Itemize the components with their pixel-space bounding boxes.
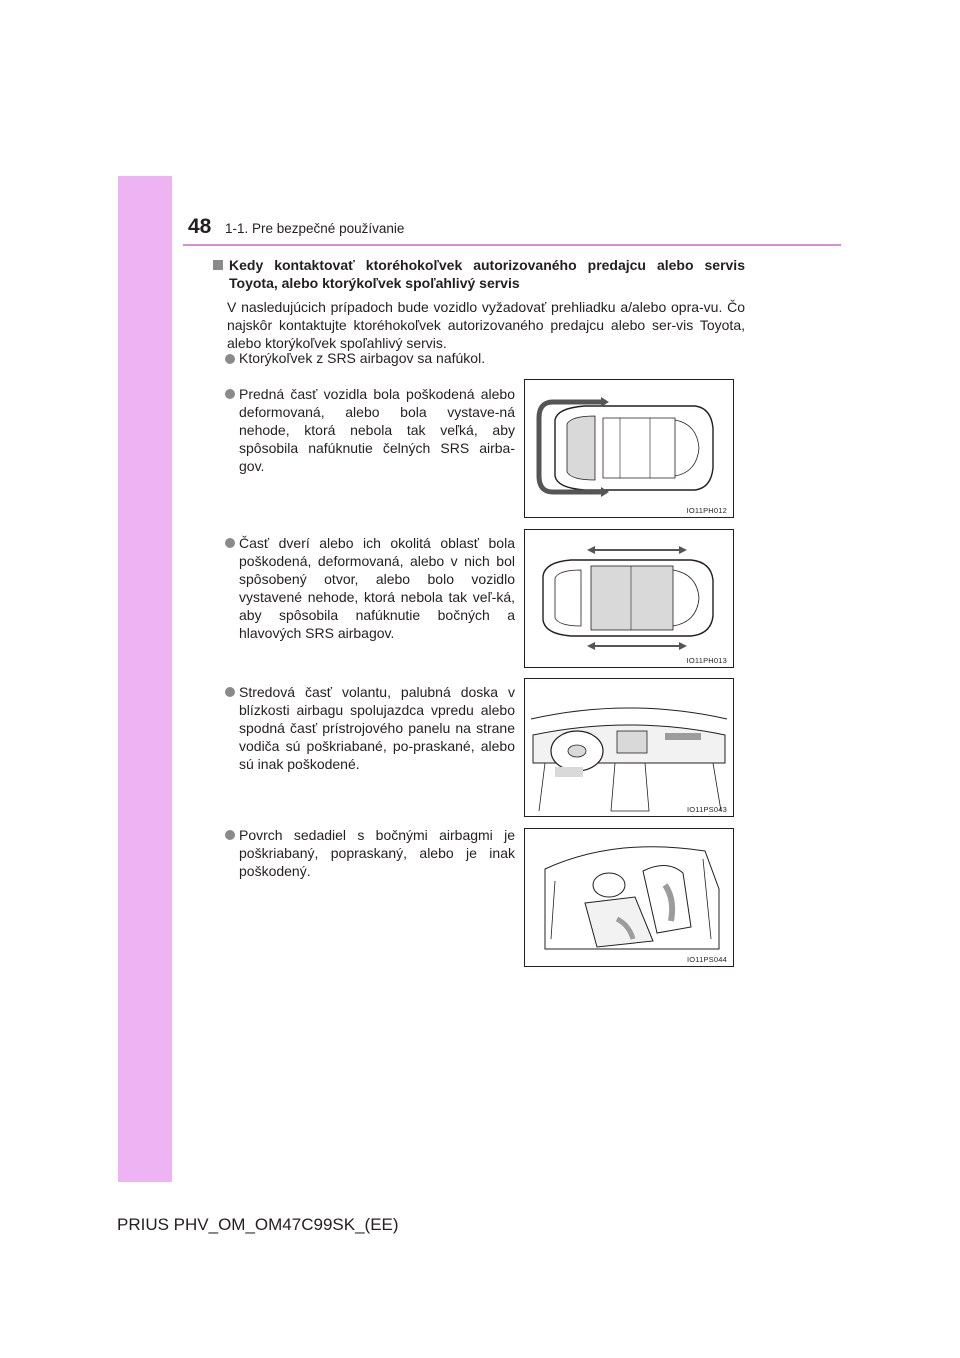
list-item — [225, 826, 515, 880]
list-item-text: Stredová časť volantu, palubná doska v blízkosti airbagu spolujazdca vpredu alebo spodná časť prístrojového panelu na strane vodiča sú poškriabané, po-praskané, alebo sú inak poškodené. — [239, 684, 515, 772]
figure-front-damage — [524, 379, 734, 518]
list-item — [225, 683, 515, 773]
page-number: 48 — [188, 215, 212, 238]
list-item — [225, 534, 515, 642]
figure-code: IO11PH013 — [686, 656, 727, 665]
heading-text: Kedy kontaktovať ktoréhokoľvek autorizovaného predajcu alebo servis Toyota, alebo ktorýkoľvek spoľahlivý servis — [229, 257, 745, 291]
figure-side-damage — [524, 529, 734, 668]
figure-seat-damage — [524, 828, 734, 967]
list-item-text: Ktorýkoľvek z SRS airbagov sa nafúkol. — [239, 350, 486, 366]
list-item-text: Povrch sedadiel s bočnými airbagmi je poškriabaný, popraskaný, alebo je inak poškodený. — [239, 827, 515, 879]
list-item — [225, 350, 485, 366]
figure-code: IO11PS043 — [686, 805, 727, 814]
square-bullet-icon — [213, 260, 223, 270]
bullet-icon — [225, 830, 235, 840]
main-content — [213, 256, 745, 352]
car-top-view-front-icon — [525, 380, 733, 517]
list-item-text: Predná časť vozidla bola poškodená alebo deformovaná, alebo bola vystave-ná nehode, ktorá nebola tak veľká, aby spôsobila nafúknutie čelných SRS airba-gov. — [239, 386, 515, 474]
figure-code: IO11PS044 — [686, 955, 727, 964]
header-rule — [183, 244, 841, 246]
car-interior-seat-icon — [525, 829, 733, 966]
section-title: 1-1. Pre bezpečné používanie — [225, 221, 405, 236]
bullet-icon — [225, 538, 235, 548]
figure-code: IO11PH012 — [686, 506, 727, 515]
sidebar-tab — [118, 176, 172, 1182]
dashboard-icon — [525, 679, 733, 816]
bullet-icon — [225, 354, 235, 364]
list-item — [225, 385, 515, 475]
bullet-icon — [225, 687, 235, 697]
bullet-icon — [225, 389, 235, 399]
document-code: PRIUS PHV_OM_OM47C99SK_(EE) — [117, 1215, 399, 1234]
section-heading — [213, 256, 745, 292]
figure-dashboard-damage — [524, 678, 734, 817]
list-item-text: Časť dverí alebo ich okolitá oblasť bola poškodená, deformovaná, alebo v nich bol spôsobený otvor, alebo bolo vozidlo vystavené nehode, ktorá nebola tak veľ-ká, aby spôsobila nafúknutie bočných a hlavových SRS airbagov. — [239, 535, 515, 641]
car-top-view-side-icon — [525, 530, 733, 667]
intro-paragraph: V nasledujúcich prípadoch bude vozidlo vyžadovať prehliadku a/alebo opra-vu. Čo najskôr kontaktujte ktoréhokoľvek autorizovaného predajcu alebo ser-vis Toyota, alebo ktorýkoľvek spoľahlivý servis. — [227, 299, 745, 351]
